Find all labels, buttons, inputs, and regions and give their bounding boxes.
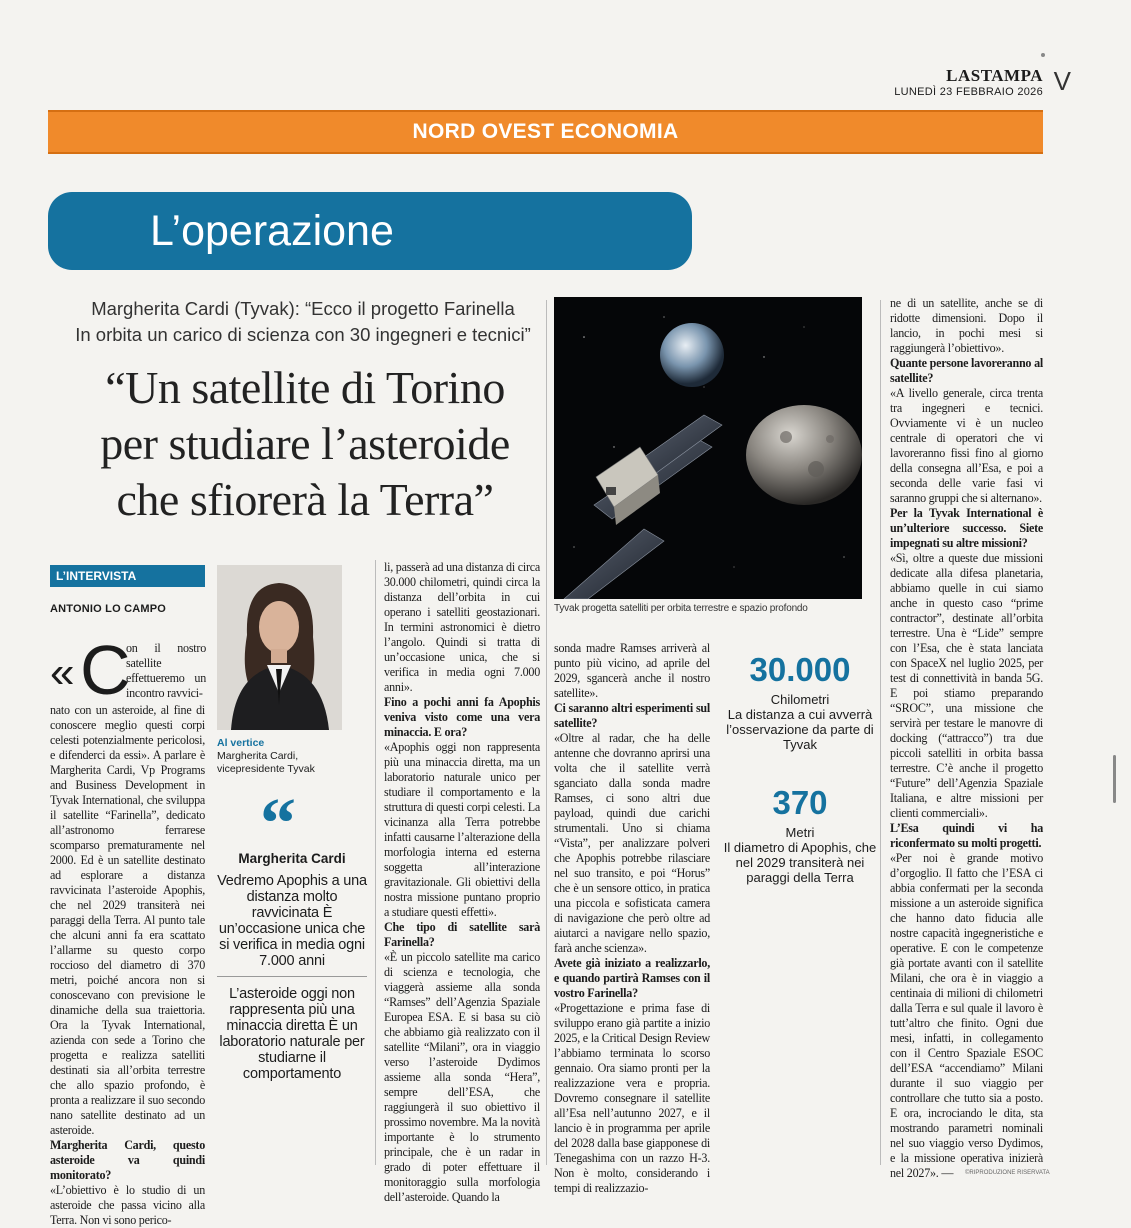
- asteroid: [746, 405, 862, 505]
- section-band: NORD OVEST ECONOMIA: [48, 110, 1043, 154]
- pull-quote-divider: [217, 976, 367, 977]
- article-column-3: [384, 560, 540, 1205]
- interview-question: Avete già iniziato a realizzarlo, e quando partirà Ramses con il vostro Farinella?: [554, 956, 710, 1000]
- pull-quote-2: L’asteroide oggi non rappresenta più una minaccia diretta È un laboratorio naturale per studiarne il comportamento: [219, 986, 365, 1082]
- portrait-caption: [217, 737, 367, 776]
- copyright-notice: ©RIPRODUZIONE RISERVATA: [965, 1170, 1050, 1176]
- newspaper-logo: LASTAMPA: [946, 66, 1043, 85]
- kicker-line-2: In orbita un carico di scienza con 30 ingegneri e tecnici”: [75, 324, 531, 345]
- stat-value: 30.000: [749, 651, 851, 688]
- interview-question: L’Esa quindi vi ha riconfermato su molti progetti.: [890, 821, 1043, 850]
- scrollbar-thumb[interactable]: [1113, 755, 1116, 803]
- interview-question: Per la Tyvak International è un’ulteriore successo. Siete impegnati su altre missioni?: [890, 506, 1043, 550]
- interview-question: Ci saranno altri esperimenti sul satellite?: [554, 701, 710, 730]
- paragraph: nato con un asteroide, al fine di conoscere meglio questi corpi celesti potenzialmente pericolosi, e difenderci da essi». A parlare è Margherita Cardi, Vp Programs and Business Development in Tyvak International, che sviluppa il satellite “Farinella”, dedicato all’astronomo ferrarese scomparso prematuramente nel 2000. Ed è un satellite destinato ad esplorare a distanza ravvicinata l’asteroide Apophis, che nel 2029 transiterà nei paraggi della Terra. Al punto tale che alcuni anni fa era scattato l’allarme su questo corpo roccioso del diametro di 370 metri, poiché ancora non si conoscevano con previsione le dinamiche della sua traiettoria. Ora la Tyvak International, azienda con sede a Torino che progetta e realizza satelliti destinati sia all’orbita terrestre che allo spazio profondo, è pronta a realizzare il suo secondo nano satellite destinato ad un asteroide.: [50, 703, 205, 1137]
- paragraph: li, passerà ad una distanza di circa 30.000 chilometri, quindi circa la distanza dell’orbita in cui operano i satelliti geostazionari. In termini astronomici è dietro l’angolo. Quindi si tratta di un’occasione unica, che si verifica in media ogni 7.000 anni».: [384, 560, 540, 694]
- portrait-caption-label: Al vertice: [217, 737, 265, 749]
- photo-caption: Tyvak progetta satelliti per orbita terrestre e spazio profondo: [554, 603, 808, 614]
- paragraph: «Apophis oggi non rappresenta più una minaccia diretta, ma un laboratorio naturale unico per studiare il comportamento e la struttura di questi corpi celesti. La vicinanza alla Terra potrebbe infatti causarne l’alterazione della morfologia interna ed esterna soggetta all’interazione gravitazionale. Gli obiettivi della nostra missione puntano proprio a studiare questi effetti».: [384, 740, 540, 919]
- paragraph: «L’obiettivo è lo studio di un asteroide che passa vicino alla Terra. Non vi sono perico-: [50, 1183, 205, 1227]
- stat-description: Il diametro di Apophis, che nel 2029 transiterà nei paraggi della Terra: [723, 840, 877, 885]
- portrait-caption-text: Margherita Cardi, vicepresidente Tyvak: [217, 750, 315, 775]
- kicker: [48, 296, 558, 348]
- column-divider: [546, 300, 547, 1165]
- drop-cap-guillemet: «: [50, 648, 75, 697]
- masthead-mark: V: [1053, 66, 1071, 96]
- paragraph: «Oltre al radar, che ha delle antenne che dovranno aprirsi una volta che il satellite verrà sganciato dalla sonda madre Ramses, ci sono altri due payload, quindi due carichi strumentali. Uno si chiama “Vista”, per analizzare polveri che Apophis potrebbe rilasciare nel suo transito, e poi “Horus” che è un sensore ottico, in pratica una piccola e sofisticata camera di navigazione che però oltre ad aiutarci a navigare nello spazio, farà anche scienza».: [554, 731, 710, 955]
- stat-box-distance: [718, 652, 882, 752]
- headline-line-3: che sfiorerà la Terra”: [116, 474, 494, 525]
- stat-box-diameter: [718, 785, 882, 885]
- headline: [40, 360, 570, 528]
- paragraph: ne di un satellite, anche se di ridotte dimensioni. Dopo il lancio, in pochi mesi si raggiungerà l’obiettivo».: [890, 296, 1043, 355]
- drop-cap-letter: C: [80, 631, 131, 709]
- kicker-line-1: Margherita Cardi (Tyvak): “Ecco il progetto Farinella: [91, 298, 515, 319]
- author-byline: ANTONIO LO CAMPO: [50, 603, 167, 615]
- pull-quote-name: Margherita Cardi: [238, 851, 346, 866]
- section-title: L’operazione: [48, 192, 692, 270]
- paragraph: «Per noi è grande motivo d’orgoglio. Il fatto che l’ESA ci abbia confermati per la seconda missione a un asteroide significa che hanno dato fiducia alle nostre capacità ingegneristiche e operative. E con le competenze già portate avanti con il satellite Milani, che ora è in viaggio a centinaia di milioni di chilometri dalla Terra e sul quale il lavoro è tutt’altro che finito. Ogni due mesi, infatti, in collegamento con il Centro Spaziale ESOC dell’ESA “accendiamo” Milani durante il suo viaggio per controllare che tutto sia a posto. E ora, incrociando le dita, sta mostrando parametri nominali nel suo viaggio verso Dydimos, e la missione operativa inizierà nel 2027». —: [890, 851, 1043, 1180]
- drop-cap-block: [50, 631, 206, 709]
- article-column-5: [890, 296, 1043, 1181]
- portrait-photo: [217, 565, 342, 730]
- person-portrait: [217, 565, 342, 730]
- paragraph: «È un piccolo satellite ma carico di scienza e tecnologia, che viaggerà assieme alla sonda “Ramses” dell’Agenzia Spaziale Europea ESA. E si basa su ciò che abbiamo già realizzato con il satellite “Milani”, ora in viaggio verso l’asteroide Dydimos assieme alla sonda “Hera”, sempre dell’ESA, che raggiungerà il suo obiettivo il prossimo novembre. Ma la novità importante è lo strumento principale, che è un radar in grado di poter effettuare il monitoraggio sulla morfologia dell’asteroide. Quando la: [384, 950, 540, 1204]
- stat-unit: Metri: [785, 825, 815, 840]
- interview-question: Quante persone lavoreranno al satellite?: [890, 356, 1043, 385]
- article-column-4: [554, 641, 710, 1196]
- drop-cap-text: on il nostro satellite effettueremo un incontro ravvici-: [126, 641, 206, 700]
- interview-question: Che tipo di satellite sarà Farinella?: [384, 920, 540, 949]
- interview-question: Fino a pochi anni fa Apophis veniva visto come una vera minaccia. E ora?: [384, 695, 540, 739]
- article-column-1: [50, 631, 206, 1228]
- issue-date: LUNEDÌ 23 FEBBRAIO 2026: [894, 86, 1043, 98]
- paragraph: «Sì, oltre a queste due missioni dedicate alla difesa planetaria, abbiamo quelle in cui siamo anche in questo caso “prime contractor”, destinate all’orbita terrestre. Una è “Lide” sempre con l’Esa, che è stata lanciata con SpaceX nel luglio 2025, per test di connettività in banda 5G. E poi stiamo preparando “SROC”, una missione che servirà per testare le manovre di docking (“attracco”) tra due piccoli satelliti in orbita bassa terrestre. C’è anche il progetto “Future” dell’Agenzia Spaziale Italiana, e altre missioni per clienti commerciali».: [890, 551, 1043, 820]
- headline-line-2: per studiare l’asteroide: [100, 418, 510, 469]
- satellite-asteroid-photo: [554, 297, 862, 599]
- stat-value: 370: [772, 784, 828, 821]
- stat-description: La distanza a cui avverrà l’osservazione da parte di Tyvak: [726, 707, 874, 752]
- earth-planet: [660, 323, 724, 387]
- stat-unit: Chilometri: [770, 692, 830, 707]
- interview-tag: L’INTERVISTA: [50, 565, 205, 587]
- interview-question: Margherita Cardi, questo asteroide va quindi monitorato?: [50, 1138, 205, 1182]
- paragraph: «Progettazione e prima fase di sviluppo erano già partite a inizio 2025, e la Critical Design Review l’abbiamo terminata lo scorso gennaio. Ora siamo pronti per la realizzazione vera e propria. Dovremo consegnare il satellite all’Esa nell’autunno 2027, e il lancio è in programma per aprile del 2028 dalla base giapponese di Tenegashima con un razzo H-3. Non è molto, considerando i tempi di realizzazio-: [554, 1001, 710, 1195]
- headline-line-1: “Un satellite di Torino: [105, 362, 505, 413]
- paragraph: sonda madre Ramses arriverà al punto più vicino, ad aprile del 2029, sgancerà anche il nostro satellite».: [554, 641, 710, 700]
- quote-mark-icon: “: [260, 783, 296, 863]
- column-divider: [375, 560, 376, 1165]
- page-marker-dot: [1041, 53, 1045, 57]
- paragraph: «A livello generale, circa trenta tra ingegneri e tecnici. Ovviamente vi è un nucleo centrale di operatori che vi lavoreranno fissi fino al giorno della consegna all’Esa, e poi a seconda delle varie fasi vi saranno gruppi che si alternano».: [890, 386, 1043, 505]
- masthead: [894, 66, 1043, 98]
- pull-quote-1: Vedremo Apophis a una distanza molto ravvicinata È un’occasione unica che si verifica in media ogni 7.000 anni: [217, 873, 367, 969]
